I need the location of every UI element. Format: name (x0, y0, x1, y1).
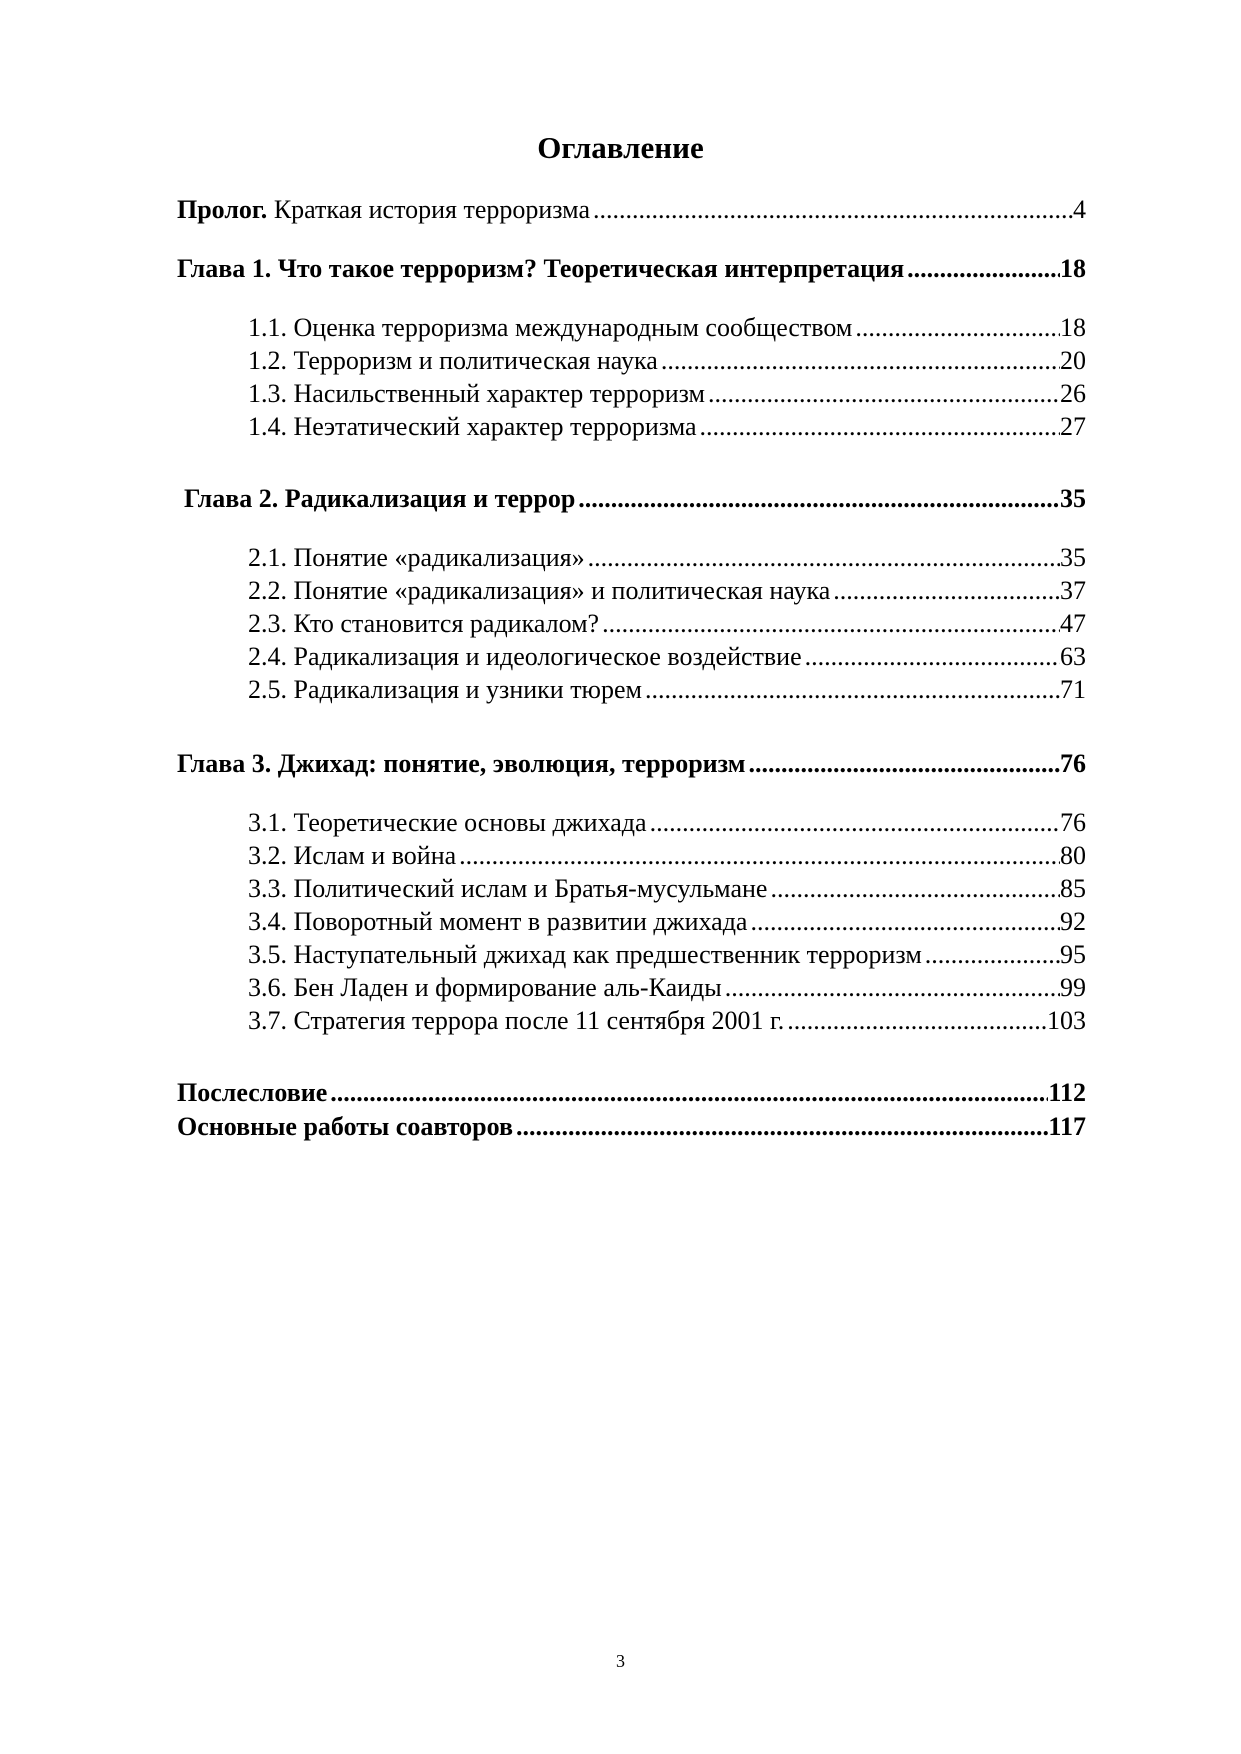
toc-afterword[interactable] (177, 1076, 1086, 1109)
toc-chapter-label: Глава 2. Радикализация и террор (184, 484, 576, 513)
toc-chapter-2[interactable] (184, 482, 1086, 515)
toc-section-label: 2.4. Радикализация и идеологическое воздействие (248, 642, 802, 671)
toc-section-label: 3.1. Теоретические основы джихада (248, 808, 647, 837)
toc-chapter-label: Глава 3. Джихад: понятие, эволюция, терроризм (177, 749, 746, 778)
toc-page-number: 18 (1060, 254, 1086, 283)
toc-section-label: 3.5. Наступательный джихад как предшественник терроризм (248, 940, 922, 969)
dot-leader (830, 574, 1060, 607)
toc-section-2-2[interactable] (248, 574, 1086, 607)
toc-page-number: 37 (1060, 576, 1086, 605)
toc-section-3-2[interactable] (248, 839, 1086, 872)
toc-chapter-3[interactable] (177, 747, 1086, 780)
toc-page-number: 80 (1060, 841, 1086, 870)
toc-page-number: 4 (1073, 195, 1086, 224)
dot-leader (784, 1004, 1047, 1037)
toc-page-number: 27 (1060, 412, 1086, 441)
toc-page-number: 76 (1060, 808, 1086, 837)
toc-section-label: 1.1. Оценка терроризма международным сообществом (248, 313, 853, 342)
toc-section-1-4[interactable] (248, 410, 1086, 443)
toc-chapter-1[interactable] (177, 252, 1086, 285)
toc-prologue-label (177, 193, 590, 226)
toc-section-label: 3.4. Поворотный момент в развитии джихада (248, 907, 748, 936)
dot-leader (327, 1076, 1048, 1109)
toc-page-number: 35 (1060, 484, 1086, 513)
toc-section-2-4[interactable] (248, 640, 1086, 673)
toc-page-number: 117 (1048, 1112, 1086, 1141)
toc-page-number: 18 (1060, 313, 1086, 342)
toc-section-3-4[interactable] (248, 905, 1086, 938)
toc-prologue-label-bold: Пролог. (177, 195, 268, 224)
toc-prologue[interactable] (177, 193, 1086, 226)
toc-page-number: 99 (1060, 973, 1086, 1002)
toc-section-3-6[interactable] (248, 971, 1086, 1004)
dot-leader (722, 971, 1060, 1004)
toc-page-number: 26 (1060, 379, 1086, 408)
toc-page-number: 47 (1060, 609, 1086, 638)
toc-section-2-3[interactable] (248, 607, 1086, 640)
dot-leader (642, 673, 1060, 706)
toc-coauthors[interactable] (177, 1110, 1086, 1143)
dot-leader (513, 1110, 1048, 1143)
toc-page-number: 35 (1060, 543, 1086, 572)
toc-section-3-5[interactable] (248, 938, 1086, 971)
dot-leader (575, 482, 1060, 515)
dot-leader (456, 839, 1060, 872)
toc-page-number: 85 (1060, 874, 1086, 903)
dot-leader (697, 410, 1060, 443)
dot-leader (590, 193, 1073, 226)
toc-section-3-7[interactable] (248, 1004, 1086, 1037)
toc-section-3-1[interactable] (248, 806, 1086, 839)
dot-leader (705, 377, 1060, 410)
toc-page-number: 92 (1060, 907, 1086, 936)
toc-page-number: 112 (1048, 1078, 1086, 1107)
toc-section-label: 2.1. Понятие «радикализация» (248, 543, 585, 572)
dot-leader (802, 640, 1060, 673)
toc-section-1-3[interactable] (248, 377, 1086, 410)
page-title: Оглавление (537, 130, 704, 165)
toc-chapter-label: Основные работы соавторов (177, 1112, 514, 1141)
dot-leader (745, 747, 1060, 780)
toc-chapter-label: Глава 1. Что такое терроризм? Теоретическая интерпретация (177, 254, 905, 283)
dot-leader (647, 806, 1060, 839)
page-number: 3 (616, 1651, 625, 1671)
dot-leader (852, 311, 1060, 344)
dot-leader (767, 872, 1060, 905)
dot-leader (585, 541, 1060, 574)
toc-page-number: 63 (1060, 642, 1086, 671)
toc-section-label: 1.2. Терроризм и политическая наука (248, 346, 658, 375)
dot-leader (599, 607, 1060, 640)
toc-section-1-2[interactable] (248, 344, 1086, 377)
dot-leader (658, 344, 1060, 377)
toc-section-2-5[interactable] (248, 673, 1086, 706)
toc-section-label: 3.6. Бен Ладен и формирование аль-Каиды (248, 973, 722, 1002)
dot-leader (747, 905, 1060, 938)
toc-section-2-1[interactable] (248, 541, 1086, 574)
toc-chapter-label: Послесловие (177, 1078, 328, 1107)
toc-section-label: 2.3. Кто становится радикалом? (248, 609, 600, 638)
toc-section-1-1[interactable] (248, 311, 1086, 344)
toc-section-3-3[interactable] (248, 872, 1086, 905)
toc-section-label: 3.3. Политический ислам и Братья-мусульмане (248, 874, 768, 903)
toc-section-label: 2.5. Радикализация и узники тюрем (248, 675, 642, 704)
toc-section-label: 3.7. Стратегия террора после 11 сентября 2001 г. (248, 1006, 785, 1035)
dot-leader (922, 938, 1060, 971)
toc-prologue-label-rest: Краткая история терроризма (267, 195, 591, 224)
dot-leader (904, 252, 1060, 285)
toc-page-number: 20 (1060, 346, 1086, 375)
toc-section-label: 2.2. Понятие «радикализация» и политическая наука (248, 576, 831, 605)
toc-section-label: 3.2. Ислам и война (248, 841, 457, 870)
toc-section-label: 1.4. Неэтатический характер терроризма (248, 412, 697, 441)
toc-page-number: 71 (1060, 675, 1086, 704)
toc-page-number: 76 (1060, 749, 1086, 778)
toc-page-number: 103 (1047, 1006, 1086, 1035)
toc-page-number: 95 (1060, 940, 1086, 969)
toc-section-label: 1.3. Насильственный характер терроризм (248, 379, 705, 408)
